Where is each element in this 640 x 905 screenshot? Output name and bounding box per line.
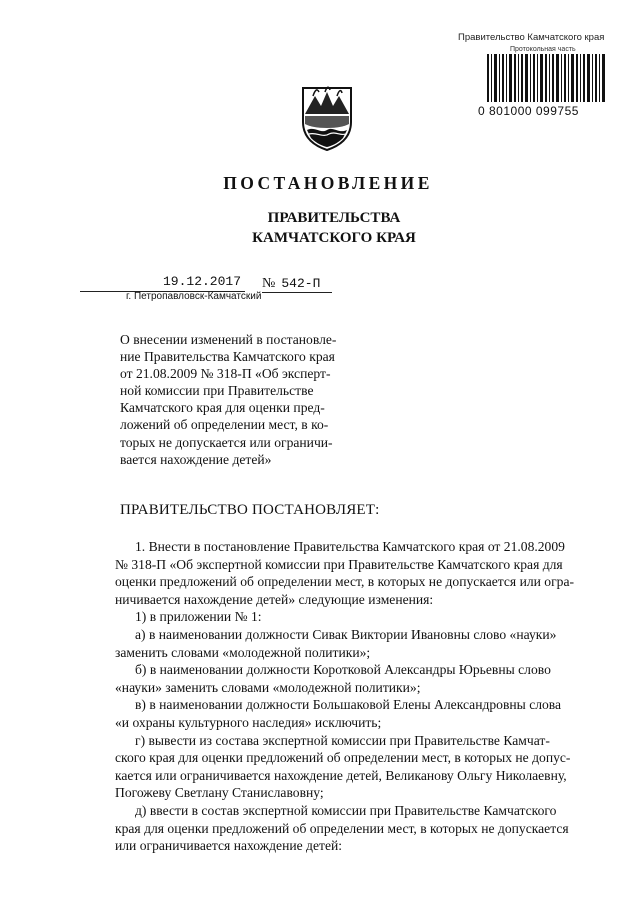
document-number-field [262, 274, 332, 293]
document-title: ПОСТАНОВЛЕНИЕ [223, 173, 433, 193]
body-line: 1. Внести в постановление Правительства Камчатского края от 21.08.2009 [135, 539, 565, 554]
body-line: ского края для оценки предложений об определении мест, в которых не допус- [115, 750, 571, 766]
body-line: а) в наименовании должности Сивак Виктории Ивановны слово «науки» [135, 626, 557, 642]
body-line: заменить словами «молодежной политики»; [115, 644, 371, 660]
subject-line: вается нахождение детей» [120, 451, 272, 467]
decree-heading: ПРАВИТЕЛЬСТВО ПОСТАНОВЛЯЕТ: [120, 502, 380, 518]
subject-line: ложений об определении мест, в ко- [120, 417, 329, 433]
subject-line: ние Правительства Камчатского края [120, 349, 335, 365]
subject-line: от 21.08.2009 № 318-П «Об эксперт- [120, 366, 331, 382]
stamp-organization: Правительство Камчатского края [458, 32, 605, 43]
body-line: г) вывести из состава экспертной комиссии при Правительстве Камчат- [135, 732, 550, 748]
document-subject [120, 331, 371, 468]
subject-line: О внесении изменений в постановле- [120, 332, 337, 347]
subject-line: ной комиссии при Правительстве [120, 383, 314, 399]
subject-line: Камчатского края для оценки пред- [120, 400, 325, 416]
issuer-line-2: КАМЧАТСКОГО КРАЯ [252, 230, 416, 246]
body-line: или ограничивается нахождение детей: [115, 838, 343, 854]
document-date: 19.12.2017 [80, 274, 245, 292]
subject-line: торых не допускается или ограничи- [120, 434, 333, 450]
body-line: Погожеву Светлану Станиславовну; [115, 785, 324, 801]
body-line: б) в наименовании должности Коротковой Александры Юрьевны слово [135, 662, 551, 678]
stamp-section: Протокольная часть [510, 46, 576, 53]
body-line: оценки предложений об определении мест, в которых не допускается или огра- [115, 574, 575, 590]
body-line: кается или ограничивается нахождение детей, Великанову Ольгу Николаевну, [115, 767, 567, 783]
document-city: г. Петропавловск-Камчатский [126, 291, 262, 302]
body-line: в) в наименовании должности Большаковой Елены Александровны слова [135, 697, 562, 713]
body-line: «и охраны культурного наследия» исключить; [115, 714, 382, 730]
issuer-line-1: ПРАВИТЕЛЬСТВА [267, 210, 401, 226]
barcode [487, 54, 607, 106]
body-line: «науки» заменить словами «молодежной политики»; [115, 679, 421, 695]
kamchatka-coat-of-arms-icon [299, 84, 355, 152]
document-number: 542-П [281, 276, 321, 291]
body-line: д) ввести в состав экспертной комиссии при Правительстве Камчатского [135, 802, 557, 818]
body-line: 1) в приложении № 1: [135, 609, 262, 625]
body-line: ничивается нахождение детей» следующие изменения: [115, 591, 434, 607]
barcode-number: 0 801000 099755 [478, 104, 579, 118]
body-line: края для оценки предложений об определении мест, в которых не допускается [115, 820, 569, 836]
body-line: № 318-П «Об экспертной комиссии при Правительстве Камчатского края для [115, 556, 563, 572]
number-sign: № [262, 276, 276, 291]
document-body [115, 538, 600, 855]
